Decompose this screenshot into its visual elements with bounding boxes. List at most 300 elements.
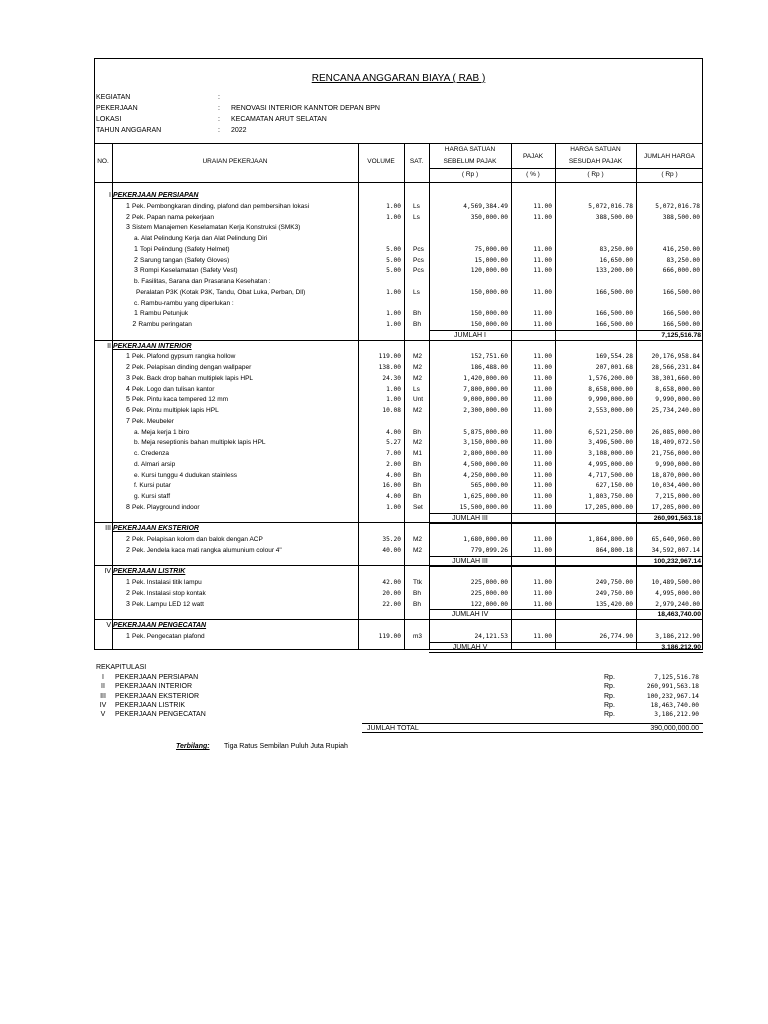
- item-volume: 42.00: [382, 579, 401, 586]
- item-total: 9,990,000.00: [655, 396, 700, 404]
- item-total: 17,205,000.00: [651, 503, 700, 511]
- item-unit: Ls: [413, 213, 420, 221]
- item-total: 388,500.00: [662, 213, 700, 221]
- item-volume: 40.00: [382, 546, 401, 554]
- item-price-before-tax: 4,250,000.00: [463, 471, 508, 479]
- item-description: Rambu Petunjuk: [140, 310, 189, 318]
- info-label: LOKASI: [96, 116, 122, 123]
- item-price-after-tax: 169,554.28: [595, 353, 633, 361]
- item-unit: Bh: [413, 310, 421, 318]
- item-total: 28,566,231.84: [651, 364, 700, 371]
- item-price-before-tax: 152,751.60: [470, 353, 508, 361]
- recap-number: II: [101, 683, 105, 691]
- item-description: Pek. Logo dan tulisan kantor: [132, 385, 215, 393]
- header-hs-sesudah-1: HARGA SATUAN: [570, 146, 621, 153]
- item-tax: 11.00: [533, 493, 552, 500]
- section-number: III: [105, 525, 111, 533]
- item-price-after-tax: 135,420.00: [595, 600, 633, 608]
- item-number: 6: [126, 407, 130, 414]
- item-unit: Ls: [413, 202, 420, 210]
- header-hs-sebelum-2: SEBELUM PAJAK: [443, 158, 497, 165]
- item-volume: 119.00: [378, 632, 401, 640]
- item-description: c. Rambu-rambu yang diperlukan :: [134, 299, 234, 307]
- item-number: 2: [134, 256, 138, 264]
- item-number: 4: [126, 385, 130, 393]
- item-description: Sarung tangan (Safety Gloves): [140, 256, 230, 264]
- item-total: 10,034,400.00: [651, 482, 700, 490]
- item-description: Pek. Playground indoor: [132, 503, 200, 511]
- header-hs-sebelum-1: HARGA SATUAN: [444, 146, 496, 153]
- section-number: IV: [104, 568, 111, 576]
- recap-currency: Rp.: [604, 711, 615, 719]
- item-volume: 1.00: [386, 288, 401, 296]
- item-total: 83,250.00: [666, 256, 700, 264]
- item-total: 65,640,960.00: [651, 536, 700, 543]
- item-price-before-tax: 120,000.00: [470, 267, 508, 275]
- item-total: 38,301,660.00: [651, 374, 700, 382]
- section-title: PEKERJAAN LISTRIK: [113, 568, 186, 576]
- item-price-after-tax: 627,150.00: [595, 482, 633, 490]
- item-price-after-tax: 133,200.00: [595, 267, 633, 275]
- section-top-line: [94, 522, 703, 523]
- section-title: PEKERJAAN EKSTERIOR: [113, 525, 199, 533]
- item-price-before-tax: 350,000.00: [470, 213, 508, 221]
- item-tax: 11.00: [533, 396, 552, 404]
- document-title: RENCANA ANGGARAN BIAYA ( RAB ): [311, 73, 486, 84]
- header-no: NO.: [97, 158, 109, 165]
- item-unit: M1: [413, 450, 423, 457]
- item-price-after-tax: 1,864,800.00: [588, 536, 633, 543]
- item-number: 3: [134, 267, 138, 275]
- section-number: I: [109, 192, 111, 199]
- subtotal-value: 100,232,967.14: [653, 557, 701, 565]
- item-volume: 1.00: [386, 396, 401, 404]
- item-volume: 7.00: [386, 450, 401, 457]
- item-unit: Bh: [413, 428, 421, 436]
- item-unit: Bh: [413, 471, 421, 479]
- header-volume: VOLUME: [367, 158, 395, 165]
- info-separator: :: [218, 94, 220, 101]
- recap-name: PEKERJAAN PENGECATAN: [115, 711, 206, 719]
- recap-value: 3,186,212.90: [654, 711, 699, 719]
- subtotal-value: 18,463,740.00: [657, 611, 701, 619]
- item-tax: 11.00: [533, 450, 552, 457]
- item-unit: m3: [413, 632, 423, 640]
- item-volume: 5.00: [386, 245, 401, 253]
- item-tax: 11.00: [533, 364, 552, 371]
- item-price-before-tax: 150,000.00: [470, 288, 508, 296]
- item-tax: 11.00: [533, 310, 552, 318]
- item-unit: Ls: [413, 385, 420, 393]
- item-price-after-tax: 388,500.00: [595, 213, 633, 221]
- item-price-after-tax: 2,553,000.00: [588, 407, 633, 414]
- item-price-after-tax: 16,650.00: [599, 256, 633, 264]
- item-total: 166,500.00: [662, 310, 700, 318]
- recap-currency: Rp.: [604, 701, 615, 709]
- terbilang-value: Tiga Ratus Sembilan Puluh Juta Rupiah: [224, 743, 348, 750]
- item-price-after-tax: 1,576,200.00: [588, 374, 633, 382]
- item-price-before-tax: 1,625,000.00: [463, 493, 508, 500]
- item-description: e. Kursi tunggu 4 dudukan stainless: [134, 471, 237, 479]
- item-unit: M2: [413, 353, 423, 361]
- item-volume: 24.30: [382, 374, 401, 382]
- recap-name: PEKERJAAN LISTRIK: [115, 701, 186, 709]
- info-label: PEKERJAAN: [96, 105, 138, 112]
- item-tax: 11.00: [533, 482, 552, 490]
- header-unit-line: [429, 168, 703, 169]
- item-price-before-tax: 15,500,000.00: [459, 503, 508, 511]
- item-number: 2: [126, 213, 130, 221]
- item-description: Pek. Pelapisan dinding dengan wallpaper: [132, 364, 252, 371]
- item-volume: 5.27: [386, 439, 401, 447]
- item-tax: 11.00: [533, 632, 552, 640]
- item-description: Pek. Instalasi titik lampu: [132, 579, 202, 586]
- item-unit: M2: [413, 439, 423, 447]
- item-volume: 22.00: [382, 600, 401, 608]
- item-number: 2: [132, 321, 137, 328]
- item-tax: 11.00: [533, 536, 552, 543]
- header-jumlah-unit: ( Rp ): [661, 171, 678, 178]
- item-unit: Bh: [413, 493, 421, 500]
- item-description: Pek. Jendela kaca mati rangka alumunium colour 4": [132, 546, 282, 554]
- item-price-after-tax: 249,750.00: [595, 589, 633, 597]
- item-number: 1: [126, 202, 130, 210]
- item-price-before-tax: 122,000.00: [470, 600, 508, 608]
- item-unit: Pcs: [413, 267, 424, 275]
- item-price-after-tax: 166,500.00: [595, 288, 633, 296]
- recap-number: IV: [99, 701, 107, 709]
- item-number: 3: [126, 224, 130, 232]
- item-price-after-tax: 3,496,500.00: [588, 439, 633, 447]
- item-volume: 5.00: [386, 256, 401, 264]
- section-number: V: [106, 622, 111, 629]
- item-tax: 11.00: [533, 213, 552, 221]
- item-unit: Pcs: [413, 245, 424, 253]
- recap-name: PEKERJAAN EKSTERIOR: [115, 692, 200, 700]
- item-price-before-tax: 2,800,000.00: [463, 450, 508, 457]
- item-tax: 11.00: [533, 385, 552, 393]
- section-title: PEKERJAAN INTERIOR: [113, 342, 192, 350]
- section-number: II: [107, 342, 111, 350]
- item-volume: 5.00: [386, 267, 401, 275]
- item-number: 1: [134, 245, 138, 253]
- item-total: 9,990,000.00: [655, 460, 700, 468]
- item-volume: 16.00: [382, 482, 401, 490]
- item-description: Pek. Meubeler: [132, 417, 174, 425]
- item-number: 1: [126, 579, 130, 586]
- item-total: 7,215,000.00: [655, 493, 700, 500]
- item-price-before-tax: 225,000.00: [470, 589, 508, 597]
- item-description: Peralatan P3K (Kotak P3K, Tandu, Obat Luka, Perban, Dll): [136, 288, 306, 296]
- item-volume: 119.00: [378, 353, 401, 361]
- item-number: 2: [126, 364, 130, 371]
- header-hs-sesudah-2: SESUDAH PAJAK: [568, 158, 623, 165]
- subtotal-label: JUMLAH V: [452, 643, 488, 651]
- recap-title: REKAPITULASI: [96, 664, 147, 671]
- header-hs-sebelum-unit: ( Rp ): [461, 171, 479, 178]
- item-total: 10,489,500.00: [651, 579, 700, 586]
- item-tax: 11.00: [533, 503, 552, 511]
- item-price-before-tax: 2,300,000.00: [463, 407, 508, 414]
- item-price-after-tax: 207,001.68: [595, 364, 633, 371]
- item-total: 166,500.00: [662, 321, 700, 328]
- item-unit: M2: [413, 364, 423, 371]
- recap-total-label: JUMLAH TOTAL: [367, 725, 419, 732]
- item-total: 26,085,000.00: [651, 428, 700, 436]
- subtotal-label: JUMLAH I: [454, 331, 486, 339]
- item-description: Pek. Back drop bahan multiplek lapis HPL: [132, 374, 254, 382]
- info-separator: :: [218, 116, 220, 123]
- info-separator: :: [218, 105, 220, 112]
- item-total: 3,186,212.90: [655, 632, 700, 640]
- item-description: Pek. Pintu kaca tempered 12 mm: [132, 396, 229, 404]
- item-total: 34,592,007.14: [651, 546, 700, 554]
- item-description: b. Meja reseptionis bahan multiplek lapis HPL: [134, 439, 266, 447]
- item-price-after-tax: 5,072,016.78: [588, 202, 633, 210]
- item-total: 21,756,000.00: [651, 450, 700, 457]
- item-unit: Bh: [413, 460, 421, 468]
- item-description: Pek. Papan nama pekerjaan: [132, 213, 215, 221]
- info-value: KECAMATAN ARUT SELATAN: [231, 116, 327, 123]
- item-tax: 11.00: [533, 600, 552, 608]
- item-price-before-tax: 9,000,000.00: [463, 396, 508, 404]
- item-tax: 11.00: [533, 353, 552, 361]
- header-jumlah: JUMLAH HARGA: [644, 153, 695, 160]
- item-tax: 11.00: [533, 460, 552, 468]
- info-value: RENOVASI INTERIOR KANNTOR DEPAN BPN: [231, 105, 380, 112]
- item-unit: Pcs: [413, 256, 424, 264]
- recap-currency: Rp.: [604, 674, 615, 681]
- item-number: 5: [126, 396, 130, 404]
- item-description: Pek. Pelapisan kolom dan balok dengan ACP: [132, 536, 263, 543]
- item-unit: Ttk: [413, 579, 423, 586]
- info-separator: :: [218, 127, 220, 134]
- recap-value: 18,463,740.00: [650, 701, 699, 709]
- header-hs-sesudah-unit: ( Rp ): [587, 171, 604, 178]
- item-total: 166,500.00: [662, 288, 700, 296]
- item-price-after-tax: 166,500.00: [595, 310, 633, 318]
- recap-currency: Rp.: [604, 692, 615, 700]
- item-tax: 11.00: [533, 267, 552, 275]
- item-description: Pek. Lampu LED 12 watt: [132, 600, 204, 608]
- item-number: 1: [126, 632, 130, 640]
- item-price-before-tax: 7,800,000.00: [463, 385, 508, 393]
- item-volume: 35.20: [382, 536, 401, 543]
- section-top-line: [94, 565, 703, 566]
- item-price-after-tax: 17,205,000.00: [584, 503, 633, 511]
- item-tax: 11.00: [533, 288, 552, 296]
- item-price-before-tax: 4,500,000.00: [463, 460, 508, 468]
- item-price-before-tax: 1,420,000.00: [463, 374, 508, 382]
- item-description: b. Fasilitas, Sarana dan Prasarana Kesehatan :: [134, 278, 271, 285]
- subtotal-value: 260,991,563.18: [653, 514, 701, 522]
- item-volume: 1.00: [386, 213, 401, 221]
- item-number: 1: [126, 353, 130, 361]
- item-price-after-tax: 8,658,000.00: [588, 385, 633, 393]
- item-total: 18,870,000.00: [651, 471, 700, 479]
- recap-total-value: 390,000,000.00: [650, 725, 699, 732]
- item-tax: 11.00: [533, 439, 552, 447]
- item-price-after-tax: 6,521,250.00: [588, 428, 633, 436]
- item-unit: Bh: [413, 600, 421, 608]
- item-description: Rambu peringatan: [138, 321, 192, 328]
- item-volume: 1.00: [386, 321, 401, 328]
- item-price-after-tax: 9,990,000.00: [588, 396, 633, 404]
- item-volume: 4.00: [386, 493, 401, 500]
- item-description: a. Meja kerja 1 biro: [134, 428, 190, 436]
- header-sat: SAT.: [409, 158, 424, 165]
- item-price-before-tax: 225,000.00: [470, 579, 508, 586]
- item-volume: 4.00: [386, 471, 401, 479]
- item-unit: Set: [413, 503, 423, 511]
- header-bottom-line: [94, 182, 703, 183]
- item-volume: 1.00: [386, 385, 401, 393]
- subtotal-label: JUMLAH III: [452, 514, 488, 522]
- item-total: 416,250.00: [662, 245, 700, 253]
- item-price-after-tax: 4,995,000.00: [588, 460, 633, 468]
- section-top-line: [94, 619, 703, 620]
- item-price-before-tax: 4,569,384.49: [463, 202, 508, 210]
- subtotal-bottom-line: [429, 652, 703, 653]
- item-price-before-tax: 3,150,000.00: [463, 439, 508, 447]
- item-description: Pek. Plafond gypsum rangka hollow: [132, 353, 236, 361]
- recap-value: 260,991,563.18: [646, 683, 699, 691]
- item-description: c. Credenza: [134, 450, 170, 457]
- item-description: a. Alat Pelindung Kerja dan Alat Pelindung Diri: [134, 235, 268, 242]
- item-description: d. Almari arsip: [134, 460, 176, 468]
- recap-value: 7,125,516.78: [654, 674, 699, 681]
- item-unit: Bh: [413, 589, 421, 597]
- item-tax: 11.00: [533, 471, 552, 479]
- item-price-before-tax: 186,488.00: [470, 364, 508, 371]
- item-price-after-tax: 4,717,500.00: [588, 471, 633, 479]
- item-price-before-tax: 24,121.53: [474, 632, 508, 640]
- info-value: 2022: [231, 127, 247, 134]
- item-price-after-tax: 1,803,750.00: [588, 493, 633, 500]
- item-total: 18,409,072.50: [651, 439, 700, 447]
- item-price-before-tax: 1,680,000.00: [463, 536, 508, 543]
- section-title: PEKERJAAN PENGECATAN: [113, 622, 207, 629]
- item-description: Pek. Pengecatan plafond: [132, 632, 205, 640]
- item-price-before-tax: 5,875,000.00: [463, 428, 508, 436]
- item-number: 2: [126, 546, 130, 554]
- item-number: 3: [126, 600, 130, 608]
- item-price-after-tax: 249,750.00: [595, 579, 633, 586]
- subtotal-label: JUMLAH III: [452, 557, 488, 565]
- item-unit: M2: [413, 407, 423, 414]
- item-tax: 11.00: [533, 589, 552, 597]
- item-description: Topi Pelindung (Safety Helmet): [140, 245, 230, 253]
- info-label: TAHUN ANGGARAN: [96, 127, 162, 134]
- item-volume: 1.00: [386, 503, 401, 511]
- item-unit: Bh: [413, 482, 421, 490]
- recap-currency: Rp.: [604, 683, 615, 691]
- recap-name: PEKERJAAN INTERIOR: [115, 683, 193, 691]
- item-description: Pek. Pembongkaran dinding, plafond dan pembersihan lokasi: [132, 202, 310, 210]
- item-total: 25,734,240.00: [651, 407, 700, 414]
- header-pajak: PAJAK: [522, 153, 544, 160]
- item-tax: 11.00: [533, 579, 552, 586]
- item-total: 8,658,000.00: [655, 385, 700, 393]
- item-number: 7: [126, 417, 130, 425]
- header-top-line: [94, 143, 703, 144]
- item-total: 2,979,240.00: [655, 600, 700, 608]
- item-price-before-tax: 565,000.00: [470, 482, 508, 490]
- item-description: g. Kursi staff: [134, 493, 171, 500]
- item-volume: 138.00: [378, 364, 401, 371]
- item-number: 2: [126, 589, 130, 597]
- item-number: 3: [126, 374, 130, 382]
- recap-number: III: [100, 692, 106, 700]
- item-description: Rompi Keselamatan (Safety Vest): [140, 267, 238, 275]
- item-price-before-tax: 15,000.00: [474, 256, 508, 264]
- item-tax: 11.00: [533, 546, 552, 554]
- item-number: 2: [126, 536, 130, 543]
- item-price-before-tax: 150,000.00: [470, 321, 508, 328]
- recap-name: PEKERJAAN PERSIAPAN: [115, 674, 199, 681]
- item-price-before-tax: 779,099.26: [470, 546, 508, 554]
- section-top-line: [94, 340, 703, 341]
- section-title: PEKERJAAN PERSIAPAN: [113, 192, 199, 199]
- item-price-after-tax: 166,500.00: [595, 321, 633, 328]
- item-unit: Unt: [413, 396, 424, 404]
- item-description: Pek. Instalasi stop kontak: [132, 589, 206, 597]
- item-volume: 2.00: [386, 460, 401, 468]
- item-volume: 1.00: [386, 310, 401, 318]
- item-volume: 4.00: [386, 428, 401, 436]
- subtotal-label: JUMLAH IV: [451, 611, 489, 619]
- subtotal-value: 3,186,212.90: [661, 643, 701, 651]
- item-tax: 11.00: [533, 428, 552, 436]
- item-description: f. Kursi putar: [134, 482, 171, 490]
- item-description: Pek. Pintu multiplek lapis HPL: [132, 407, 219, 414]
- item-tax: 11.00: [533, 321, 552, 328]
- item-price-before-tax: 75,000.00: [474, 245, 508, 253]
- recap-number: V: [100, 711, 106, 719]
- header-uraian: URAIAN PEKERJAAN: [202, 158, 268, 165]
- item-price-after-tax: 3,108,000.00: [588, 450, 633, 457]
- item-volume: 20.00: [382, 589, 401, 597]
- item-total: 4,995,000.00: [655, 589, 700, 597]
- item-volume: 1.00: [386, 202, 401, 210]
- column-divider: [404, 143, 405, 650]
- item-unit: M2: [413, 536, 423, 543]
- item-unit: M2: [413, 546, 423, 554]
- item-description: Sistem Manajemen Keselamatan Kerja Konstruksi (SMK3): [132, 224, 301, 232]
- item-price-after-tax: 864,800.18: [595, 546, 633, 554]
- item-total: 20,176,958.84: [651, 353, 700, 361]
- item-total: 5,072,016.78: [655, 202, 700, 210]
- item-tax: 11.00: [533, 407, 552, 414]
- item-unit: Ls: [413, 288, 420, 296]
- item-price-before-tax: 150,000.00: [470, 310, 508, 318]
- item-tax: 11.00: [533, 245, 552, 253]
- header-pajak-unit: ( % ): [526, 171, 540, 178]
- item-total: 666,000.00: [662, 267, 700, 275]
- item-unit: Bh: [413, 321, 421, 328]
- item-volume: 10.08: [382, 407, 401, 414]
- item-number: 8: [126, 503, 130, 511]
- item-tax: 11.00: [533, 256, 552, 264]
- item-unit: M2: [413, 374, 423, 382]
- info-label: KEGIATAN: [96, 94, 131, 101]
- terbilang-label: Terbilang:: [176, 743, 210, 750]
- recap-total-bottom-line: [362, 732, 703, 733]
- subtotal-value: 7,125,516.78: [661, 331, 701, 339]
- item-tax: 11.00: [533, 374, 552, 382]
- item-number: 1: [134, 310, 138, 318]
- recap-number: I: [102, 674, 104, 681]
